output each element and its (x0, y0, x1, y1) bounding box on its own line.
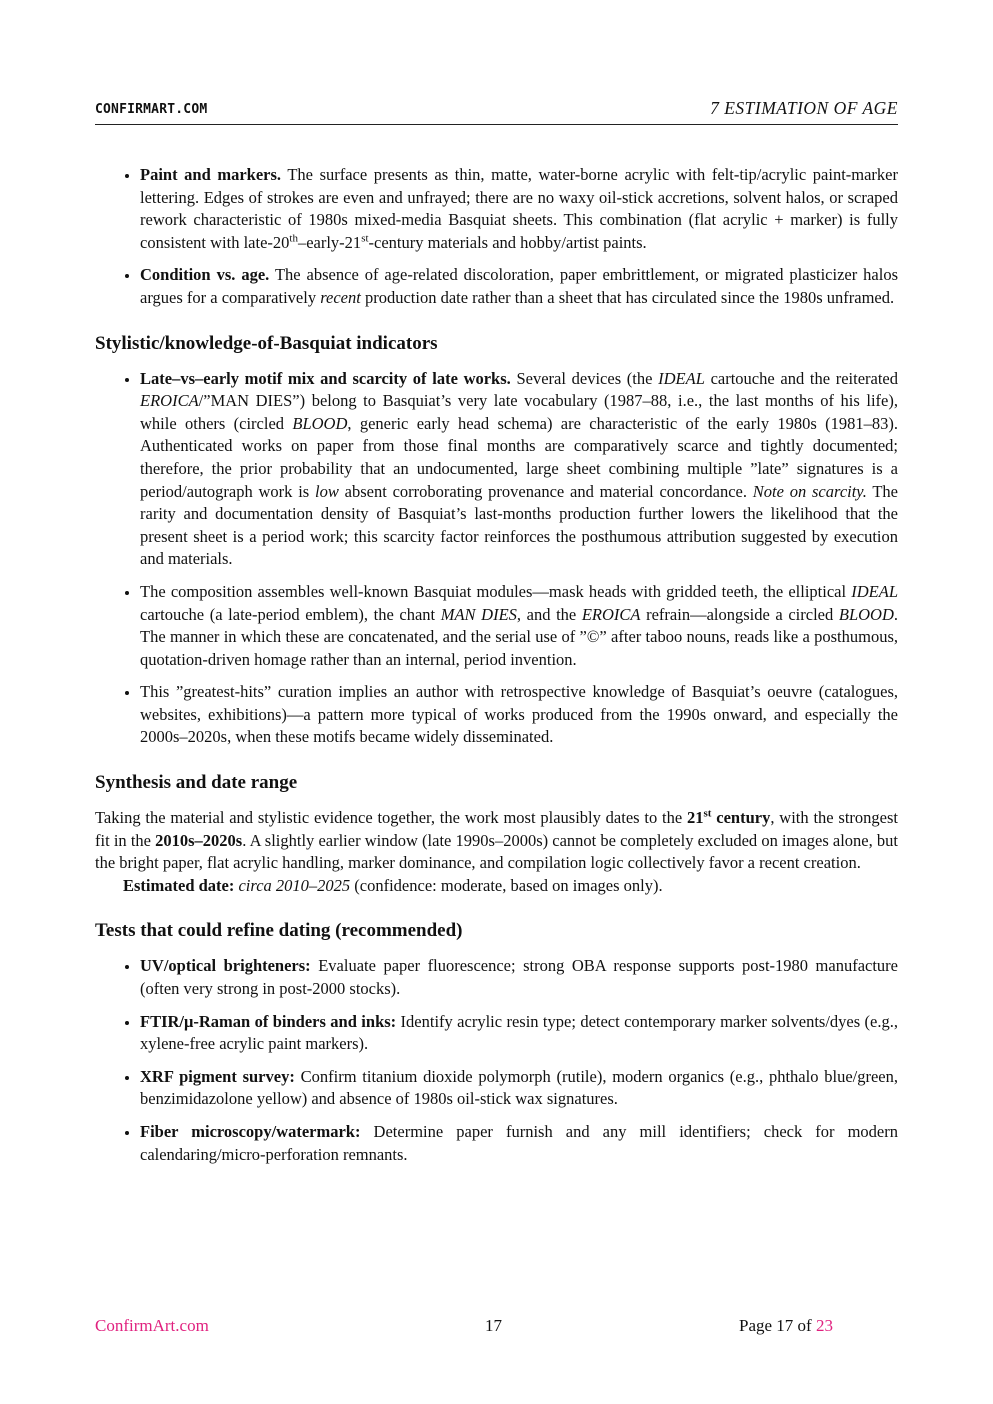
tests-list (95, 955, 898, 1166)
list-item: • Fiber microscopy/watermark: Determine paper furnish and any mill identifiers; check for modern calendaring/micro-perforation remnants. (140, 1121, 898, 1166)
estimated-date-line: Estimated date: circa 2010–2025 (confidence: moderate, based on images only). (123, 875, 663, 895)
synthesis-paragraph: Taking the material and stylistic evidence together, the work most plausibly dates to the 21st century, with the strongest fit in the 2010s–2020s. A slightly earlier window (late 1990s–2000s) cannot be completely excluded on images alone, but the bright paper, flat acrylic handling, marker dominance, and compilation logic collectively favor a recent creation. (95, 807, 898, 873)
total-pages-link[interactable]: 23 (815, 1316, 833, 1335)
page-body (95, 164, 898, 1176)
list-item: • UV/optical brighteners: Evaluate paper fluorescence; strong OBA response supports post-1980 manufacture (often very strong in post-2000 stocks). (140, 955, 898, 1000)
running-section-title: 7 ESTIMATION OF AGE (710, 98, 898, 118)
list-item: • This ”greatest-hits” curation implies an author with retrospective knowledge of Basquiat’s oeuvre (catalogues, websites, exhibitions)—a pattern more typical of works produced from the 1990s onward, and especially the 2000s–2020s, when these motifs became widely disseminated. (140, 681, 898, 749)
section-heading-stylistic: Stylistic/knowledge-of-Basquiat indicators (95, 332, 438, 354)
page-footer (95, 1316, 898, 1340)
list-item: • Late–vs–early motif mix and scarcity of late works. Several devices (the IDEAL cartouche and the reiterated EROICA/”MAN DIES”) belong to Basquiat’s very late vocabulary (1987–88, i.e., the last months of his life), while others (circled BLOOD, generic early head schema) are characteristic of the early 1980s (1981–83). Authenticated works on paper from those final months are comparatively scarce and tightly documented; therefore, the prior probability that an undocumented, large sheet combining multiple ”late” signatures is a period/autograph work is low absent corroborating provenance and material concordance. Note on scarcity. The rarity and documentation density of Basquiat’s last-months production further lowers the likelihood that the present sheet is a period work; this scarcity factor reinforces the posthumous attribution suggested by execution and materials. (140, 368, 898, 571)
stylistic-list (95, 368, 898, 750)
section-heading-tests: Tests that could refine dating (recommended) (95, 920, 463, 942)
confirmart-logo: CONFIRMART.COM (95, 102, 208, 117)
list-item: • FTIR/μ-Raman of binders and inks: Identify acrylic resin type; detect contemporary marker solvents/dyes (e.g., xylene-free acrylic paint markers). (140, 1011, 898, 1056)
page-header (95, 98, 898, 125)
list-item: • Condition vs. age. The absence of age-related discoloration, paper embrittlement, or migrated plasticizer halos argues for a comparatively recent production date rather than a sheet that has circulated since the 1980s unframed. (140, 264, 898, 309)
list-item: • Paint and markers. The surface presents as thin, matte, water-borne acrylic with felt-tip/acrylic paint-marker lettering. Edges of strokes are even and unfrayed; there are no waxy oil-stick accretions, solvent halos, or scraped rework characteristic of 1980s mixed-media Basquiat sheets. This combination (flat acrylic + marker) is fully consistent with late-20th–early-21st-century materials and hobby/artist paints. (140, 164, 898, 254)
section-heading-synthesis: Synthesis and date range (95, 772, 298, 794)
page-number: 17 (485, 1316, 502, 1335)
materials-list (95, 164, 898, 310)
page-counter: Page 17 of 23 (739, 1316, 833, 1335)
footer-site-link[interactable]: ConfirmArt.com (95, 1316, 209, 1335)
list-item: • The composition assembles well-known Basquiat modules—mask heads with gridded teeth, the elliptical IDEAL cartouche (a late-period emblem), the chant MAN DIES, and the EROICA refrain—alongside a circled BLOOD. The manner in which these are concatenated, and the serial use of ”©” after taboo nouns, reads like a posthumous, quotation-driven homage rather than an internal, period invention. (140, 581, 898, 671)
list-item: • XRF pigment survey: Confirm titanium dioxide polymorph (rutile), modern organics (e.g., phthalo blue/green, benzimidazolone yellow) and absence of 1980s oil-stick wax signatures. (140, 1066, 898, 1111)
